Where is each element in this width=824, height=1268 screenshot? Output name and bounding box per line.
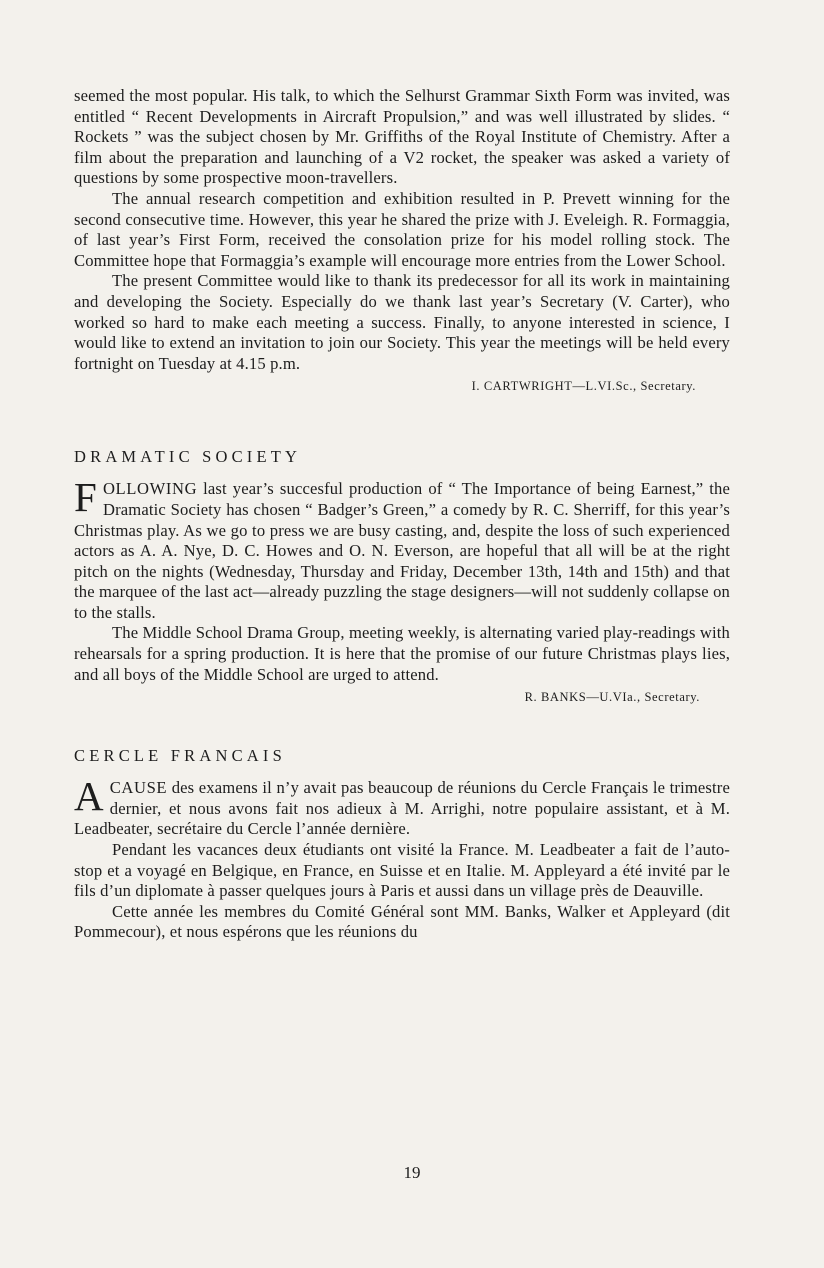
- paragraph: seemed the most popular. His talk, to which the Selhurst Grammar Sixth Form was invited, was entitled “ Recent Developments in Aircraft Propulsion,” and was well illustrated by slides. “ Rockets ” was the subject chosen by Mr. Griffiths of the Royal Institute of Chemistry. After a film about the preparation and launching of a V2 rocket, the speaker was asked a variety of questions by some prospective moon-travellers.: [74, 86, 730, 188]
- paragraph: Pendant les vacances deux étudiants ont visité la France. M. Leadbeater a fait de l’auto-stop et a voyagé en Belgique, en France, en Suisse et en Italie. M. Appleyard a été invité par le fils d’un diplomate à passer quelques jours à Paris et aussi dans un village près de Deauville.: [74, 840, 730, 901]
- paragraph-text: last year’s succesful production of “ The Importance of being Earnest,” the Dramatic Society has chosen “ Badger’s Green,” a comedy by R. C. Sherriff, for this year’s Christmas play. As we go to press we are busy casting, and, despite the loss of such experienced actors as A. A. Nye, D. C. Howes and O. N. Everson, are hopeful that all will be at the right pitch on the nights (Wednesday, Thursday and Friday, December 13th, 14th and 15th) and that the marquee of the last act—already puzzling the stage designers—will not suddenly collapse on to the stalls.: [74, 479, 730, 622]
- signature: R. BANKS—U.VIa., Secretary.: [524, 690, 700, 705]
- paragraph: The present Committee would like to thank its predecessor for all its work in maintaining and developing the Society. Especially do we thank last year’s Secretary (V. Carter), who worked so hard to make each meeting a success. Finally, to anyone interested in science, I would like to extend an invitation to join our Society. This year the meetings will be held every fortnight on Tuesday at 4.15 p.m.: [74, 271, 730, 373]
- page-content: [74, 86, 730, 943]
- opening-words: CAUSE: [109, 778, 168, 798]
- section-heading: DRAMATIC SOCIETY: [74, 447, 302, 467]
- cercle-francais-section: [74, 746, 730, 943]
- paragraph-text: des examens il n’y avait pas beaucoup de réunions du Cercle Français le trimestre dernier, et nous avons fait nos adieux à M. Arrighi, notre populaire assistant, et à M. Leadbeater, secrétaire du Cercle l’année dernière.: [74, 778, 730, 839]
- page-number: 19: [403, 1163, 421, 1182]
- drop-cap: F: [74, 474, 97, 521]
- paragraph: The annual research competition and exhibition resulted in P. Prevett winning for the second consecutive time. However, this year he shared the prize with J. Eveleigh. R. Formaggia, of last year’s First Form, received the consolation prize for his model rolling stock. The Committee hope that Formaggia’s example will encourage more entries from the Lower School.: [74, 188, 730, 270]
- paragraph: The Middle School Drama Group, meeting weekly, is alternating varied play-readings with rehearsals for a spring production. It is here that the promise of our future Christmas plays lies, and all boys of the Middle School are urged to attend.: [74, 623, 730, 684]
- science-society-continuation: [74, 86, 730, 395]
- paragraph: Cette année les membres du Comité Général sont MM. Banks, Walker et Appleyard (dit Pommecour), et nous espérons que les réunions du: [74, 901, 730, 942]
- paragraph: [74, 773, 730, 840]
- dramatic-society-section: [74, 447, 730, 706]
- paragraph: [74, 474, 730, 623]
- section-heading: CERCLE FRANCAIS: [74, 746, 286, 766]
- drop-cap: A: [74, 773, 104, 820]
- opening-words: OLLOWING: [102, 479, 198, 499]
- signature: I. CARTWRIGHT—L.VI.Sc., Secretary.: [471, 379, 696, 394]
